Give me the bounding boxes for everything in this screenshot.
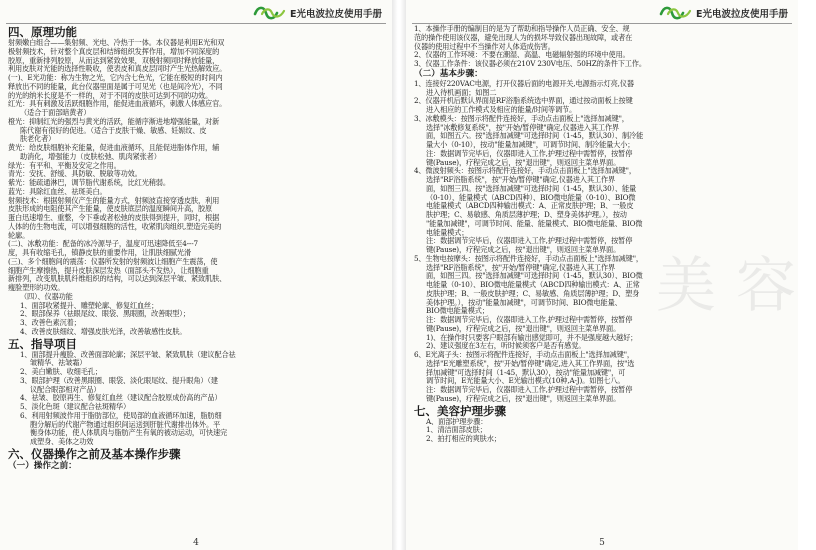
text-line: 2、拍打相应的爽肤水； [426, 434, 501, 443]
text-line: 注：数据调节完毕后，仪器即进入工作,护理过程中需暂停，按暂停 [426, 236, 633, 246]
text-line: 4、祛皱、胶原再生、修复红血丝（建议配合胶原成份高的产品） [20, 393, 222, 403]
text-line: 胶原，重新排列胶原，从而达到紧致效果，双极射频同时释放能量， [8, 55, 220, 65]
text-line: 4、微波射频头：按图示将配件连接好，手动点击面板上"选择加减键"， [414, 166, 636, 176]
text-line: 2、美白嫩肤、收细毛孔； [20, 367, 102, 376]
text-line: 6、E光离子头：按图示将配件连接好，手动点击面板上"选择加减键"， [414, 350, 634, 359]
text-line: 度，具有收缩毛孔，镇静皮肤的重要作用，让肌肤细腻光滑 [8, 248, 191, 257]
text-line: (三)、多个细胞间的震荡：仪器所发射的射频波让细胞产生震荡，使 [8, 256, 218, 266]
text-line: 绿光：有平和、平衡及安定之作用。 [8, 160, 121, 170]
text-line: 新排列，改变肌肤肌纤维组织的结构，可以达到深层平皱、紧致肌肤、 [8, 274, 227, 284]
text-line: 注：数据调节完毕后，仪器即进入工作,护理过程中需暂停，按暂停 [426, 385, 633, 394]
text-line: 皱精华、祛皱霜） [30, 358, 87, 368]
text-line: 2、仪器的工作环境：不要在潮湿、高温、电磁辐射强的环境中使用。 [414, 50, 630, 60]
text-line: 蛋白迅速增生、重整，令下垂或者松弛的皮肤得到提升，同时，根据 [8, 213, 220, 222]
text-line: 1、本操作手册的编制目的是为了帮助和指导操作人员正确、安全、规 [414, 24, 630, 33]
text-line: 瘦脸塑形的功效。 [8, 283, 65, 292]
text-line: 的光的纳米长度是不一样的，对于不同的皮肤可达到不同的功效。 [8, 90, 213, 100]
text-line: (二)、冰敷功能：配备的冰冷源导子，温度可迅速降低至4---7 [8, 239, 198, 249]
section-heading: 四、原理功能 [8, 25, 77, 39]
text-line: 1、面部提升瘦脸、改善面部轮廓；深层平皱、紧致肌肤（建议配合祛 [20, 349, 236, 359]
text-line: 紫光：能疏通淋巴，调节脂代谢系统，比红光稍弱。 [8, 178, 170, 187]
text-line: 选择"RF浴脂系统"，按"开始/暂停键"确定,仪器进入其工作界 [426, 262, 615, 272]
text-line: 1、连接好220VAC电源，打开仪器后面的电源开关,电源指示灯亮,仪器 [414, 78, 634, 88]
text-line: 细胞产生摩擦热，提升皮肤深层发热（面部头不发热），让细胞重 [8, 265, 209, 275]
text-line: 衡身体功能，使人体肌肉与脂肪产生有氧的被动运动，可快速完 [30, 428, 228, 438]
text-line: 皮肤护理；B、一般皮肤护理；C、易敏感、角质层薄护理；D、塑身 [426, 288, 640, 298]
left-page-content [8, 25, 384, 536]
text-line: 选择"RF浴脂系统"，按"开始/暂停键"确定,仪器进入其工作界 [426, 175, 615, 184]
section-heading: 七、美容护理步骤 [414, 403, 506, 418]
text-line: 进入相应的工作模式及相应的能量/时间等调节。 [426, 105, 577, 114]
text-line: （0-10）、能量模式（ABCD四种）、BIO微电能量（0-10）、BIO微 [426, 192, 636, 202]
text-line: （四）、仪器功能 [20, 291, 73, 301]
text-line: 橙光：抑制红光的强烈与黄光的活跃，能循序渐进地增强能量，对新 [8, 116, 220, 126]
left-page [0, 0, 392, 550]
text-line: 人体的仿生物电流，可以增强细胞的活性，收紧肌肉组织,塑造完美的 [8, 221, 222, 231]
text-line: 青光：安抚、舒缓、具防敏、脱敏等功效。 [8, 169, 142, 179]
page-number: 4 [193, 538, 199, 548]
text-line: 胞分解后的代谢产物通过组织间运送到肝脏代谢排出体外。平 [30, 419, 221, 429]
text-line: 进入待机画面；如图二 [426, 87, 497, 97]
text-line: 美体护理。），按动"能量加减键"，可调节时间、BIO微电能量、 [426, 297, 622, 307]
text-line: 5、淡化色斑（建议配合祛斑精华） [20, 402, 130, 411]
text-line: (一)、E光功能：称为生物之光，它内含七色光，它能在极短的时间内 [8, 73, 223, 82]
text-line: 电能量模式； [426, 227, 469, 237]
text-line: 1、清洁面部皮肤； [426, 425, 487, 435]
text-line: 轮廓。 [8, 230, 30, 240]
text-line: 范的操作使用该仪器，避免出现人为的损坏导致仪器出现故障，或者在 [414, 32, 633, 42]
text-line: 键(Pause)，疗程完成之后，按"退出键"，则返回主菜单界面。 [426, 323, 621, 333]
text-line: 3、改善色素沉着； [20, 318, 81, 327]
text-line: 皮肤形成的电阻使其产生能量，使皮肤底层的温度瞬间升高，胶原 [8, 204, 213, 214]
text-line: 6、利用射频波作用于脂肪部位，使局部的血液循环加速，脂肪细 [20, 410, 222, 420]
text-line: 4、改善皮肤细纹、增强皮肤光泽，改善敏感性皮肤。 [20, 326, 187, 336]
text-line: A、面部护理步骤： [426, 416, 488, 426]
manual-title: E光电波拉皮使用手册 [696, 9, 788, 20]
text-line: 仪器的使用过程中不当操作对人体造成伤害。 [414, 41, 555, 51]
right-page-content [414, 25, 790, 536]
text-line: 电能量（0-10）、BIO微电能量模式（ABCD四种输出模式：A、正常 [426, 280, 640, 289]
manual-title: E光电波拉皮使用手册 [290, 9, 382, 20]
header-divider [6, 23, 386, 24]
text-line: 3、眼部护理（改善黑眼圈、眼袋、淡化眼尾纹、提升眼角）（建 [20, 375, 218, 385]
text-line: 选择"冰敷修复系统"，按"开始/暂停键"确定,仪器进入其工作界 [426, 122, 619, 132]
text-line: 极射频技术，针对整个真皮层和结缔组织发挥作用，增加不同深度的 [8, 46, 220, 56]
text-line: 红光：具有刺激及活跃细胞作用，能促进血液循环，刺激人体感应官。 [8, 99, 227, 109]
text-line: 2)、建议强度在3左右，听时候须客户是否有感觉。 [426, 341, 586, 351]
text-line: 键(Pause)，疗程完成之后，按"退出键"，则返回主菜单界面。 [426, 245, 621, 254]
text-line: 键(Pause)，疗程完成之后，按"退出键"，则返回主菜单界面。 [426, 157, 621, 167]
book-gutter [392, 0, 406, 550]
brand-logo-icon [659, 5, 693, 21]
text-line: 注：数据调节完毕后，仪器即进入工作,护理过程中需暂停，按暂停 [426, 315, 633, 324]
text-line: 释放出不同的能量，此台仪器里面是属于可见光（也是间冷光），不同 [8, 81, 223, 91]
text-line: 择加减键"可选择时间（1-45，默认30），按动"能量加减键"，可 [426, 367, 626, 377]
text-line: 注：数据调节完毕后，仪器即进入工作,护理过程中需暂停，按暂停 [426, 148, 633, 158]
text-line: "能量加减键"，可调节时间、能量、能量模式、BIO微电能量、BIO微 [426, 218, 643, 228]
text-line: 肤老化者） [20, 134, 56, 144]
section-heading: 五、指导项目 [8, 336, 77, 351]
text-line: 面，如图五六。按"选择加减键"可选择时间（1-45，默认30）、制冷能 [426, 131, 644, 141]
text-line: 蓝光：具除红血丝、祛斑美白。 [8, 186, 107, 196]
text-line: 利用皮肤对光能的选择性吸收，使表皮和真皮层同时产生光热解效应。 [8, 64, 227, 74]
text-line: 5、生物电按摩头：按图示将配件连接好，手动点击面板上"选择加减键"， [414, 253, 643, 263]
page-header [253, 4, 382, 22]
text-line: 助消化，增强能力（皮肤松弛、肌肉紧张者） [20, 151, 161, 161]
subsection-heading: （二）基本步骤： [414, 68, 483, 79]
text-line: 黄光：给皮肤细胞补充能量，促进血液循环，且能促进脂体作用，辅 [8, 143, 220, 152]
text-line: 选择"E光雕塑系统"，按"开始/暂停键"确定,进入其工作界面，按"选 [426, 358, 635, 368]
text-line: 调节时间，E光能量大小、E光输出模式(10种,A-J)。如图七八。 [426, 376, 625, 386]
section-heading: 六、仪器操作之前及基本操作步骤 [8, 446, 181, 461]
text-line: 面，如图三四。按"选择加减键"可选择时间（1-45，默认30）、BIO微 [426, 271, 643, 281]
text-line: 肤护理；C、易敏感、角质层薄护理；D、塑身美体护理。），按动 [426, 210, 627, 219]
text-line: 1)、在操作时只要客户眼部有输出感觉即可，并不是强度越大越好； [426, 332, 638, 342]
text-line: 2、仪器开机后默认界面是RF浴脂系统选中界面，通过按动面板上按键 [414, 96, 633, 106]
text-line: 射频嫩白组合——集射频、光电、冷热于一体。本仪器是利用E光和双 [8, 38, 225, 47]
text-line: 电能量模式（ABCD四种输出模式：A、正常皮肤护理；B、一般皮 [426, 201, 634, 211]
text-line: 3、仪器工作条件：该仪器必须在210V 230V电压、50HZ的条件下工作。 [414, 59, 646, 68]
text-line: （适合于面部暗黄者） [20, 108, 91, 117]
text-line: 3、冰敷模头：按图示将配件连接好，手动点击面板上"选择加减键"， [414, 113, 629, 123]
brand-logo-icon [253, 5, 287, 21]
text-line: 键(Pause)，疗程完成之后，按"退出键"，则返回主菜单界面。 [426, 393, 621, 403]
text-line: 1、面部收紧提升、雕塑轮廓、修复红血丝； [20, 300, 159, 310]
page-header [659, 4, 788, 22]
text-line: BIO微电能量模式； [426, 306, 489, 316]
text-line: 2、眼部保养（祛眼尾纹、眼袋、黑眼圈，改善眼型）； [20, 309, 190, 319]
watermark: 美容 [656, 251, 816, 321]
text-line: 面，如图三四。按"选择加减键"可选择时间（1-45，默认30）、能量 [426, 183, 637, 193]
subsection-heading: （一）操作之前： [8, 460, 77, 471]
text-line: 陈代谢有很好的促进。（适合于皮肤干燥、敏感、妊娠纹、皮 [20, 125, 207, 135]
text-line: 射频技术：根据射频仪产生的能量方式，射频波直接穿透皮肤，利用 [8, 195, 220, 205]
text-line: 量大小（0-10），按动"能量加减键"，可调节时间、制冷能量大小； [426, 140, 635, 149]
text-line: 议配合眼部相对产品） [30, 384, 101, 394]
text-line: 成塑身、美体之功效 [30, 437, 94, 446]
page-number: 5 [599, 538, 605, 548]
right-page [406, 0, 816, 550]
